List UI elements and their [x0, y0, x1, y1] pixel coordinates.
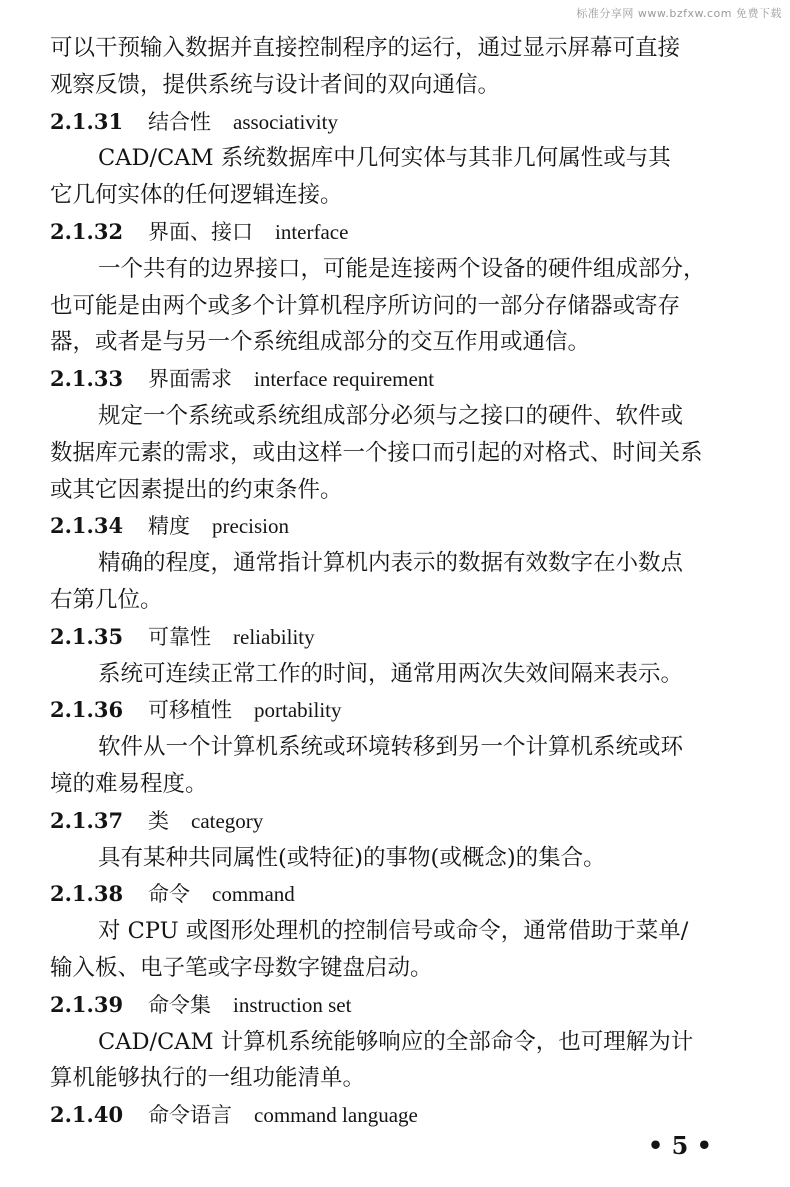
term-heading	[50, 987, 750, 1024]
term-number: 2.1.34	[50, 513, 124, 539]
site-watermark: 标准分享网 www.bzfxw.com 免费下载	[576, 7, 782, 20]
term-chinese: 可靠性	[148, 624, 211, 649]
term-heading	[50, 214, 750, 251]
term-chinese: 命令	[148, 882, 190, 907]
term-english: command	[212, 882, 295, 907]
term-number: 2.1.39	[50, 991, 124, 1017]
definition-line: 器，或者是与另一个系统组成部分的交互作用或通信。	[50, 329, 591, 356]
term-chinese: 界面需求	[148, 367, 232, 392]
term-number: 2.1.32	[50, 218, 124, 244]
term-chinese: 类	[148, 808, 169, 833]
term-english: portability	[254, 698, 342, 723]
term-number: 2.1.36	[50, 697, 124, 723]
term-number: 2.1.31	[50, 108, 124, 134]
term-number: 2.1.37	[50, 807, 124, 833]
term-number: 2.1.35	[50, 623, 124, 649]
term-heading	[50, 619, 750, 656]
term-chinese: 命令集	[148, 992, 211, 1017]
term-chinese: 精度	[148, 514, 190, 539]
term-heading	[50, 692, 750, 729]
definition-line: 精确的程度，通常指计算机内表示的数据有效数字在小数点	[98, 550, 684, 577]
definition-line: 算机能够执行的一组功能清单。	[50, 1065, 366, 1092]
definition-line: 数据库元素的需求，或由这样一个接口而引起的对格式、时间关系	[50, 439, 703, 466]
definition-line: 具有某种共同属性(或特征)的事物(或概念)的集合。	[98, 844, 606, 871]
term-english: reliability	[233, 624, 315, 649]
term-chinese: 界面、接口	[148, 219, 253, 244]
definition-line: 境的难易程度。	[50, 770, 208, 797]
term-heading	[50, 508, 750, 545]
paragraph-line: 观察反馈，提供系统与设计者间的双向通信。	[50, 71, 501, 98]
definition-line: 一个共有的边界接口，可能是连接两个设备的硬件组成部分，	[98, 255, 706, 282]
term-number: 2.1.33	[50, 366, 124, 392]
term-heading	[50, 1097, 750, 1134]
definition-line: 对 CPU 或图形处理机的控制信号或命令，通常借助于菜单/	[98, 918, 689, 945]
term-english: precision	[212, 514, 289, 539]
term-chinese: 结合性	[148, 109, 211, 134]
definition-line: CAD/CAM 计算机系统能够响应的全部命令，也可理解为计	[98, 1028, 694, 1055]
definition-line: 也可能是由两个或多个计算机程序所访问的一部分存储器或寄存	[50, 292, 681, 319]
term-english: category	[191, 808, 264, 833]
term-heading	[50, 361, 750, 398]
definition-line: 输入板、电子笔或字母数字键盘启动。	[50, 954, 433, 981]
definition-line: 规定一个系统或系统组成部分必须与之接口的硬件、软件或	[98, 402, 684, 429]
definition-line: 右第几位。	[50, 586, 163, 613]
term-heading	[50, 104, 750, 141]
term-chinese: 可移植性	[148, 698, 232, 723]
term-number: 2.1.38	[50, 881, 124, 907]
term-heading	[50, 876, 750, 913]
page-number: • 5 •	[647, 1131, 712, 1160]
definition-line: 软件从一个计算机系统或环境转移到另一个计算机系统或环	[98, 734, 684, 761]
definition-line: 它几何实体的任何逻辑连接。	[50, 182, 343, 209]
term-english: instruction set	[233, 992, 352, 1017]
term-english: associativity	[233, 109, 338, 134]
definition-line: CAD/CAM 系统数据库中几何实体与其非几何属性或与其	[98, 145, 671, 172]
term-heading	[50, 803, 750, 840]
definition-line: 系统可连续正常工作的时间，通常用两次失效间隔来表示。	[98, 660, 684, 687]
term-english: interface requirement	[254, 367, 435, 392]
document-body	[50, 30, 750, 1134]
paragraph-line: 可以干预输入数据并直接控制程序的运行，通过显示屏幕可直接	[50, 35, 681, 61]
term-english: command language	[254, 1103, 418, 1128]
term-number: 2.1.40	[50, 1102, 124, 1128]
definition-line: 或其它因素提出的约束条件。	[50, 476, 343, 503]
term-chinese: 命令语言	[148, 1103, 232, 1128]
term-english: interface	[275, 219, 349, 244]
